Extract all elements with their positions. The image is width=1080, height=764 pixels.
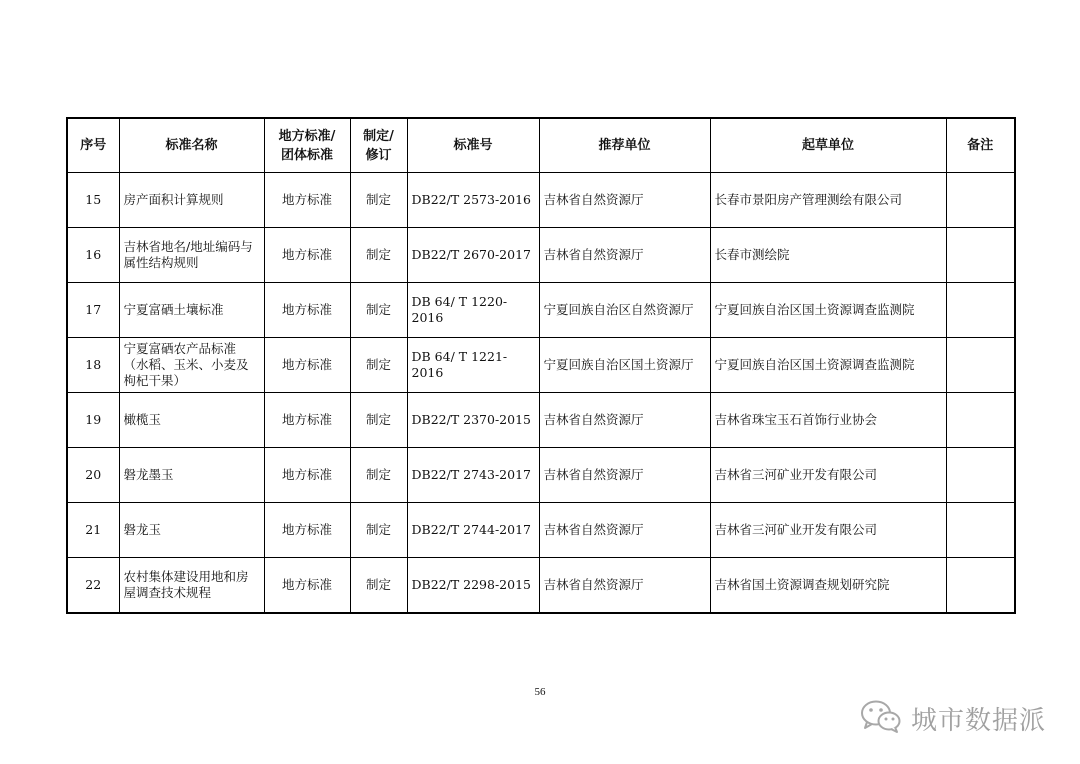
cell-kind: 制定: [350, 283, 407, 338]
table-row: [67, 228, 1015, 283]
header-recommender: 推荐单位: [539, 118, 710, 173]
cell-recommender: 宁夏回族自治区国土资源厅: [539, 338, 710, 393]
cell-drafter: 宁夏回族自治区国土资源调查监测院: [710, 338, 946, 393]
cell-note: [946, 228, 1015, 283]
cell-note: [946, 448, 1015, 503]
table-body: [67, 173, 1015, 614]
cell-drafter: 长春市测绘院: [710, 228, 946, 283]
page-number: 56: [534, 686, 546, 698]
cell-name: 房产面积计算规则: [119, 173, 264, 228]
wechat-icon: [859, 698, 903, 738]
watermark-text: 城市数据派: [910, 705, 1046, 736]
cell-kind: 制定: [350, 503, 407, 558]
cell-type: 地方标准: [264, 283, 350, 338]
standards-table: [66, 117, 1016, 614]
cell-recommender: 吉林省自然资源厅: [539, 173, 710, 228]
cell-recommender: 吉林省自然资源厅: [539, 503, 710, 558]
cell-recommender: 吉林省自然资源厅: [539, 558, 710, 614]
cell-seq: 17: [67, 283, 119, 338]
cell-seq: 15: [67, 173, 119, 228]
cell-recommender: 宁夏回族自治区自然资源厅: [539, 283, 710, 338]
table-row: [67, 393, 1015, 448]
cell-code: DB 64/ T 1221-2016: [407, 338, 539, 393]
cell-note: [946, 338, 1015, 393]
cell-type: 地方标准: [264, 173, 350, 228]
header-drafter: 起草单位: [710, 118, 946, 173]
cell-recommender: 吉林省自然资源厅: [539, 448, 710, 503]
cell-seq: 20: [67, 448, 119, 503]
cell-code: DB22/T 2744-2017: [407, 503, 539, 558]
cell-name: 宁夏富硒土壤标准: [119, 283, 264, 338]
cell-kind: 制定: [350, 448, 407, 503]
cell-kind: 制定: [350, 338, 407, 393]
cell-note: [946, 503, 1015, 558]
cell-note: [946, 393, 1015, 448]
cell-type: 地方标准: [264, 393, 350, 448]
table-header-row: [67, 118, 1015, 173]
cell-drafter: 吉林省三河矿业开发有限公司: [710, 503, 946, 558]
cell-kind: 制定: [350, 558, 407, 614]
cell-recommender: 吉林省自然资源厅: [539, 393, 710, 448]
cell-name: 宁夏富硒农产品标准（水稻、玉米、小麦及枸杞干果）: [119, 338, 264, 393]
cell-recommender: 吉林省自然资源厅: [539, 228, 710, 283]
watermark: [859, 698, 1046, 738]
cell-name: 磐龙玉: [119, 503, 264, 558]
cell-name: 磐龙墨玉: [119, 448, 264, 503]
cell-type: 地方标准: [264, 503, 350, 558]
cell-name: 吉林省地名/地址编码与属性结构规则: [119, 228, 264, 283]
cell-seq: 18: [67, 338, 119, 393]
cell-kind: 制定: [350, 173, 407, 228]
table-row: [67, 558, 1015, 614]
cell-code: DB22/T 2670-2017: [407, 228, 539, 283]
cell-drafter: 吉林省国土资源调查规划研究院: [710, 558, 946, 614]
cell-name: 农村集体建设用地和房屋调查技术规程: [119, 558, 264, 614]
table-row: [67, 503, 1015, 558]
cell-drafter: 吉林省三河矿业开发有限公司: [710, 448, 946, 503]
cell-kind: 制定: [350, 393, 407, 448]
cell-note: [946, 283, 1015, 338]
cell-code: DB22/T 2298-2015: [407, 558, 539, 614]
header-seq: 序号: [67, 118, 119, 173]
table-row: [67, 283, 1015, 338]
cell-drafter: 吉林省珠宝玉石首饰行业协会: [710, 393, 946, 448]
cell-type: 地方标准: [264, 558, 350, 614]
cell-type: 地方标准: [264, 448, 350, 503]
cell-name: 橄榄玉: [119, 393, 264, 448]
header-note: 备注: [946, 118, 1015, 173]
table-row: [67, 338, 1015, 393]
table-row: [67, 448, 1015, 503]
header-code: 标准号: [407, 118, 539, 173]
cell-drafter: 长春市景阳房产管理测绘有限公司: [710, 173, 946, 228]
table-row: [67, 173, 1015, 228]
cell-kind: 制定: [350, 228, 407, 283]
cell-note: [946, 558, 1015, 614]
cell-seq: 16: [67, 228, 119, 283]
cell-code: DB22/T 2743-2017: [407, 448, 539, 503]
header-kind: 制定/ 修订: [350, 118, 407, 173]
cell-seq: 19: [67, 393, 119, 448]
cell-code: DB22/T 2370-2015: [407, 393, 539, 448]
cell-code: DB 64/ T 1220-2016: [407, 283, 539, 338]
cell-drafter: 宁夏回族自治区国土资源调查监测院: [710, 283, 946, 338]
cell-note: [946, 173, 1015, 228]
cell-type: 地方标准: [264, 338, 350, 393]
cell-type: 地方标准: [264, 228, 350, 283]
header-type: 地方标准/ 团体标准: [264, 118, 350, 173]
header-name: 标准名称: [119, 118, 264, 173]
cell-code: DB22/T 2573-2016: [407, 173, 539, 228]
cell-seq: 21: [67, 503, 119, 558]
cell-seq: 22: [67, 558, 119, 614]
